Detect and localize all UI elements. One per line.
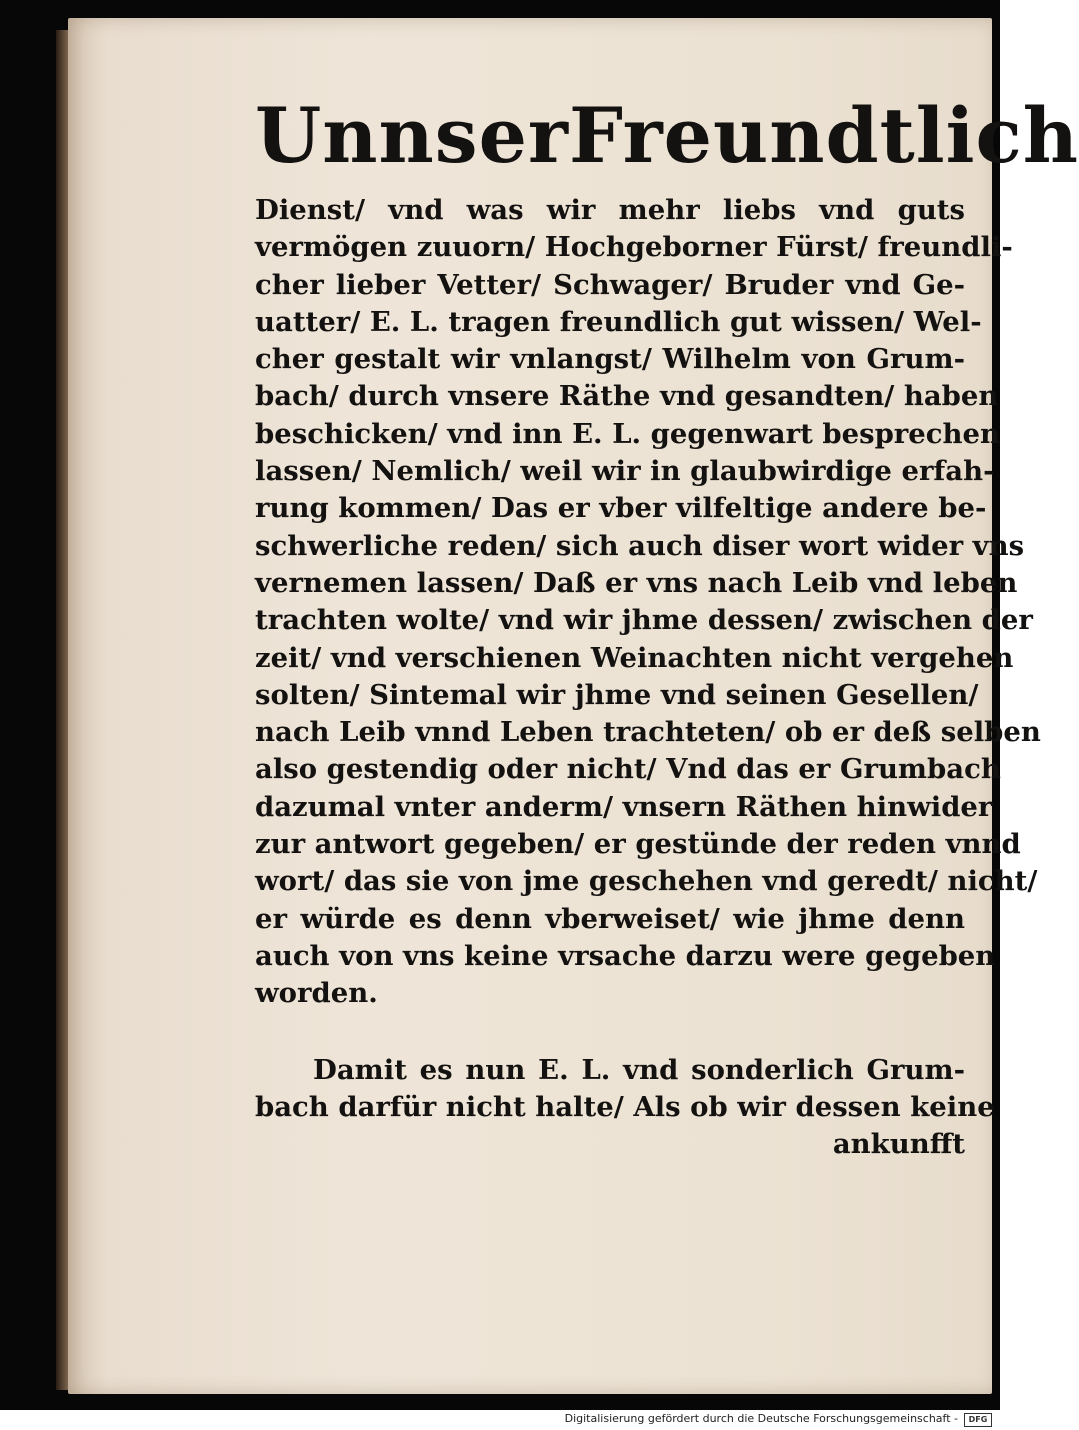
- paragraph-2: [255, 1052, 995, 1164]
- text-line: vermögen zuuorn/ Hochgeborner Fürst/ freundli-: [255, 231, 1013, 264]
- text-line: Dienst/ vnd was wir mehr liebs vnd guts: [255, 194, 965, 226]
- digitization-credit: Digitalisierung gefördert durch die Deutsche Forschungsgemeinschaft -: [564, 1412, 958, 1425]
- text-line: solten/ Sintemal wir jhme vnd seinen Gesellen/: [255, 678, 979, 711]
- text-line: lassen/ Nemlich/ weil wir in glaubwirdige erfah-: [255, 455, 995, 488]
- text-line: beschicken/ vnd inn E. L. gegenwart besprechen: [255, 417, 1001, 450]
- text-line: also gestendig oder nicht/ Vnd das er Grumbach: [255, 753, 1001, 786]
- text-line: zur antwort gegeben/ er gestünde der reden vnnd: [255, 828, 1021, 861]
- page-text: [255, 80, 1079, 1163]
- text-line: zeit/ vnd verschienen Weinachten nicht vergehen: [255, 641, 1014, 674]
- heading-word-left: Unnser: [255, 91, 569, 180]
- text-line: cher lieber Vetter/ Schwager/ Bruder vnd Ge-: [255, 268, 965, 301]
- paragraph-1: [255, 192, 1041, 1013]
- text-line: dazumal vnter anderm/ vnsern Räthen hinwider: [255, 790, 993, 823]
- text-line: vernemen lassen/ Daß er vns nach Leib vnd leben: [255, 566, 1018, 599]
- text-line: nach Leib vnnd Leben trachteten/ ob er deß selben: [255, 716, 1041, 749]
- text-line: worden.: [255, 977, 378, 1010]
- text-line: wort/ das sie von jme geschehen vnd geredt/ nicht/: [255, 865, 1038, 898]
- catchword: ankunfft: [832, 1128, 965, 1161]
- text-line: trachten wolte/ vnd wir jhme dessen/ zwischen der: [255, 604, 1033, 637]
- text-line: auch von vns keine vrsache darzu were gegeben: [255, 939, 996, 972]
- text-line: cher gestalt wir vnlangst/ Wilhelm von Grum-: [255, 343, 965, 376]
- text-line: Damit es nun E. L. vnd sonderlich Grum-: [313, 1053, 965, 1086]
- heading-word-right: Freundtlich: [568, 91, 1079, 180]
- text-line: rung kommen/ Das er vber vilfeltige andere be-: [255, 492, 987, 525]
- text-line: uatter/ E. L. tragen freundlich gut wissen/ Wel-: [255, 305, 982, 338]
- text-line: bach darfür nicht halte/ Als ob wir dessen keine: [255, 1090, 995, 1123]
- text-line: schwerliche reden/ sich auch diser wort wider vns: [255, 529, 1025, 562]
- page-heading: [255, 80, 1079, 192]
- dfg-logo: DFG: [964, 1413, 992, 1427]
- text-line: bach/ durch vnsere Räthe vnd gesandten/ haben: [255, 380, 999, 413]
- text-line: er würde es denn vberweiset/ wie jhme denn: [255, 902, 965, 935]
